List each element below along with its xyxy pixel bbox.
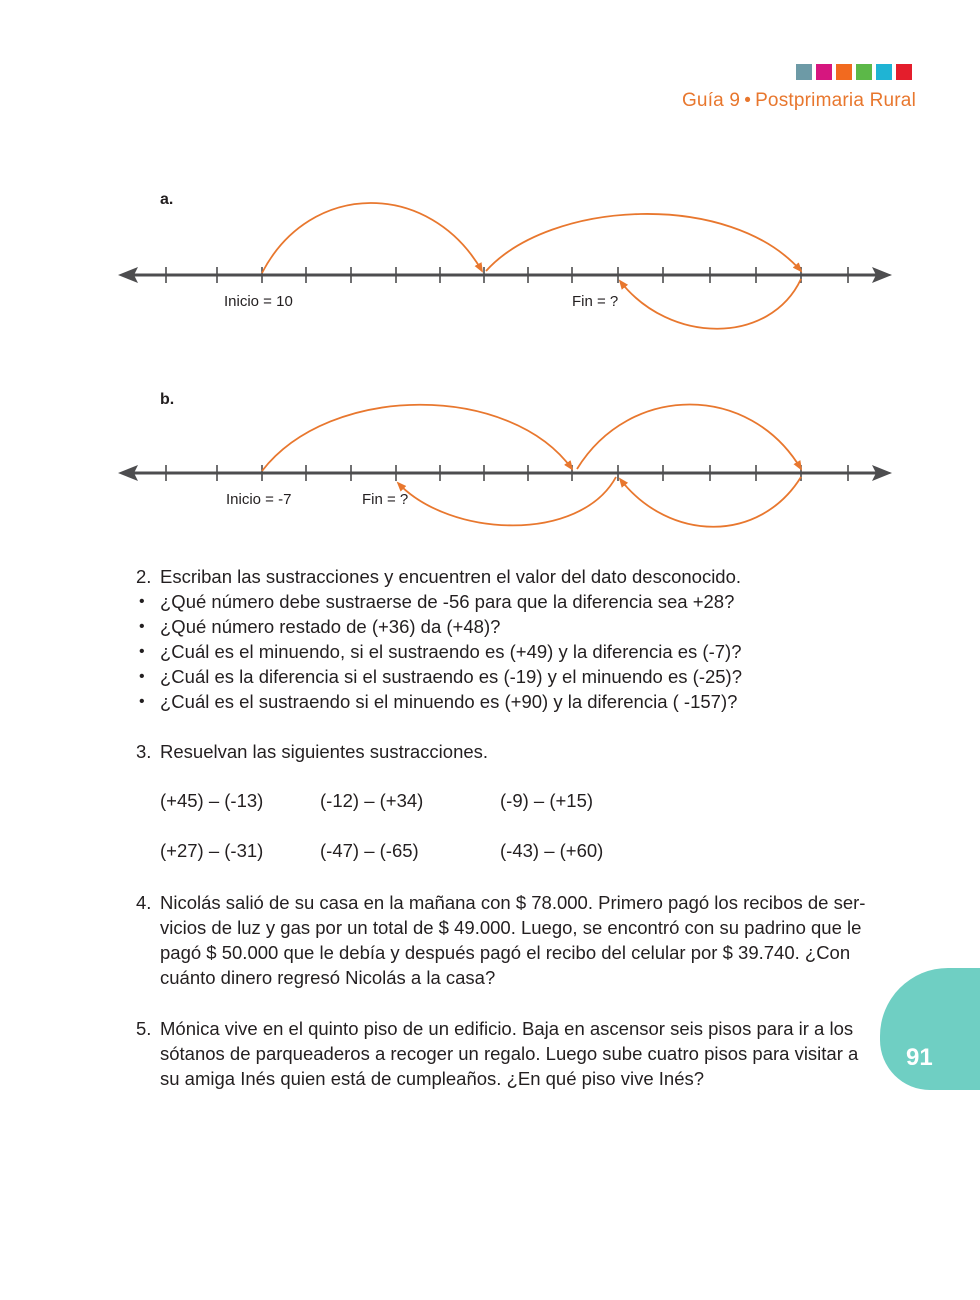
end-label: Fin = ? xyxy=(362,491,409,508)
jump-arc-1 xyxy=(262,203,482,273)
question-number: 2. xyxy=(136,566,152,587)
question-number: 4. xyxy=(136,892,152,913)
operation: (+45) – (-13) xyxy=(160,790,264,811)
text-line: Nicolás salió de su casa en la mañana con $ 78.000. Primero pagó los recibos de ser- xyxy=(160,892,866,913)
operation: (-47) – (-65) xyxy=(320,840,419,861)
question-5 xyxy=(136,1016,896,1091)
color-swatches xyxy=(796,64,912,80)
header-title xyxy=(682,90,916,112)
jump-arc-3 xyxy=(620,279,801,329)
jump-arc-2 xyxy=(486,214,801,271)
numberline-b-letter: b. xyxy=(160,391,175,408)
text-line: vicios de luz y gas por un total de $ 49.000. Luego, se encontró con su padrino que le xyxy=(160,917,862,938)
question-number: 5. xyxy=(136,1018,152,1039)
numberline-b xyxy=(110,393,900,553)
swatch-6 xyxy=(896,64,912,80)
question-2-prompt xyxy=(136,564,742,589)
operation: (+27) – (-31) xyxy=(160,840,264,861)
bullet-item: • ¿Cuál es el sustraendo si el minuendo es (+90) y la diferencia ( -157)? xyxy=(136,689,742,714)
operation: (-43) – (+60) xyxy=(500,840,604,861)
swatch-5 xyxy=(876,64,892,80)
question-5-text xyxy=(136,1016,896,1091)
program-label: Postprimaria Rural xyxy=(755,90,916,111)
swatch-4 xyxy=(856,64,872,80)
numberline-a-letter: a. xyxy=(160,191,174,208)
question-number: 3. xyxy=(136,741,152,762)
bullet-item: • ¿Qué número debe sustraerse de -56 para que la diferencia sea +28? xyxy=(136,589,742,614)
jump-arc-2 xyxy=(577,405,801,470)
question-text: Escriban las sustracciones y encuentren el valor del dato desconocido. xyxy=(160,566,742,587)
jump-arc-4 xyxy=(398,477,616,525)
question-4 xyxy=(136,890,896,990)
swatch-1 xyxy=(796,64,812,80)
text-line: Mónica vive en el quinto piso de un edificio. Baja en ascensor seis pisos para ir a los xyxy=(160,1018,854,1039)
jump-arc-1 xyxy=(262,405,572,471)
question-text: Resuelvan las siguientes sustracciones. xyxy=(160,741,489,762)
text-line: sótanos de parqueaderos a recoger un regalo. Luego sube cuatro pisos para visitar a xyxy=(160,1043,859,1064)
bullet-item: • ¿Cuál es el minuendo, si el sustraendo es (+49) y la diferencia es (-7)? xyxy=(136,639,742,664)
jump-arc-3 xyxy=(620,477,801,527)
end-label: Fin = ? xyxy=(572,293,619,310)
text-line: cuánto dinero regresó Nicolás a la casa? xyxy=(160,967,496,988)
text-line: pagó $ 50.000 que le debía y después pagó el recibo del celular por $ 39.740. ¿Con xyxy=(160,942,851,963)
swatch-2 xyxy=(816,64,832,80)
question-4-text xyxy=(136,890,896,990)
question-3-prompt xyxy=(136,739,488,764)
question-2 xyxy=(136,564,742,714)
operation: (-12) – (+34) xyxy=(320,790,424,811)
axis-line xyxy=(118,465,892,481)
swatch-3 xyxy=(836,64,852,80)
question-3 xyxy=(136,739,488,764)
axis-line xyxy=(118,267,892,283)
start-label: Inicio = -7 xyxy=(226,491,292,508)
bullet-item: • ¿Qué número restado de (+36) da (+48)? xyxy=(136,614,742,639)
numberline-a xyxy=(110,195,900,355)
operation: (-9) – (+15) xyxy=(500,790,594,811)
guide-label: Guía 9 xyxy=(681,90,741,111)
text-line: su amiga Inés quien está de cumpleaños. ¿En qué piso vive Inés? xyxy=(160,1068,705,1089)
bullet-item: • ¿Cuál es la diferencia si el sustraendo es (-19) y el minuendo es (-25)? xyxy=(136,664,742,689)
start-label: Inicio = 10 xyxy=(224,293,293,310)
question-2-bullets xyxy=(136,589,742,714)
separator: • xyxy=(744,90,752,111)
page-number: 91 xyxy=(906,1044,933,1071)
